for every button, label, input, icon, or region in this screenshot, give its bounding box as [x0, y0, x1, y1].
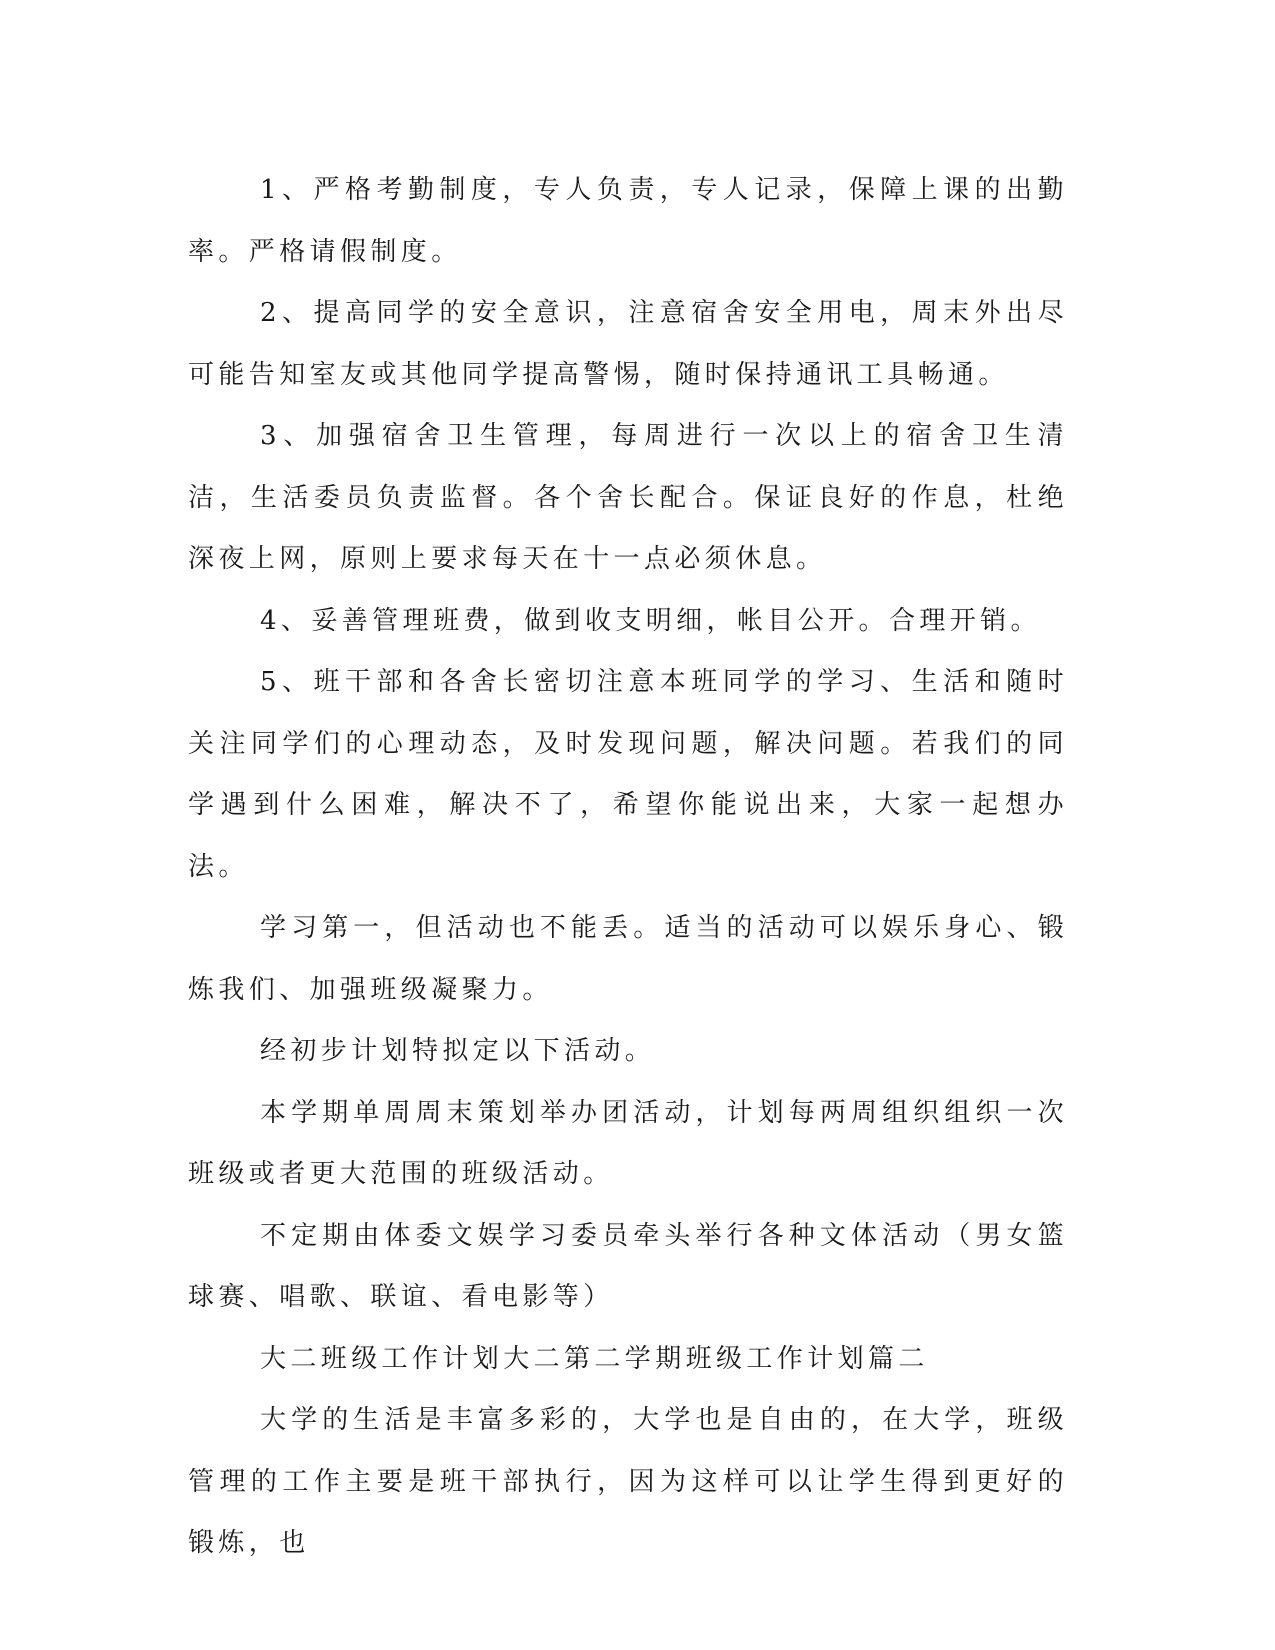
paragraph-activities-plan: 经初步计划特拟定以下活动。: [260, 1036, 656, 1066]
paragraph-attendance: 1、严格考勤制度，专人负责，专人记录，保障上课的出勤率。严格请假制度。: [188, 175, 1068, 267]
paragraph-dorm-hygiene: 3、加强宿舍卫生管理，每周进行一次以上的宿舍卫生清洁，生活委员负责监督。各个舍长配合。保证良好的作息，杜绝深夜上网，原则上要求每天在十一点必须休息。: [188, 421, 1068, 574]
section-heading: 大二班级工作计划大二第二学期班级工作计划篇二: [260, 1343, 929, 1374]
paragraph-class-fund: 4、妥善管理班费，做到收支明细，帐目公开。合理开销。: [260, 605, 1041, 636]
paragraph-sports-events: 不定期由体委文娱学习委员牵头举行各种文体活动（男女篮球赛、唱歌、联谊、看电影等）: [188, 1220, 1068, 1312]
paragraph-activities-intro: 学习第一，但活动也不能丢。适当的活动可以娱乐身心、锻炼我们、加强班级凝聚力。: [188, 913, 1068, 1005]
paragraph-university-life: 大学的生活是丰富多彩的，大学也是自由的，在大学，班级管理的工作主要是班干部执行，因为这样可以让学生得到更好的锻炼，也: [188, 1405, 1068, 1558]
document-body: [188, 160, 1068, 1575]
paragraph-safety: 2、提高同学的安全意识，注意宿舍安全用电，周末外出尽可能告知室友或其他同学提高警惕，随时保持通讯工具畅通。: [188, 298, 1068, 390]
paragraph-student-care: 5、班干部和各舍长密切注意本班同学的学习、生活和随时关注同学们的心理动态，及时发现问题，解决问题。若我们的同学遇到什么困难，解决不了，希望你能说出来，大家一起想办法。: [188, 667, 1068, 882]
paragraph-biweekly-activities: 本学期单周周末策划举办团活动，计划每两周组织组织一次班级或者更大范围的班级活动。: [188, 1097, 1068, 1189]
